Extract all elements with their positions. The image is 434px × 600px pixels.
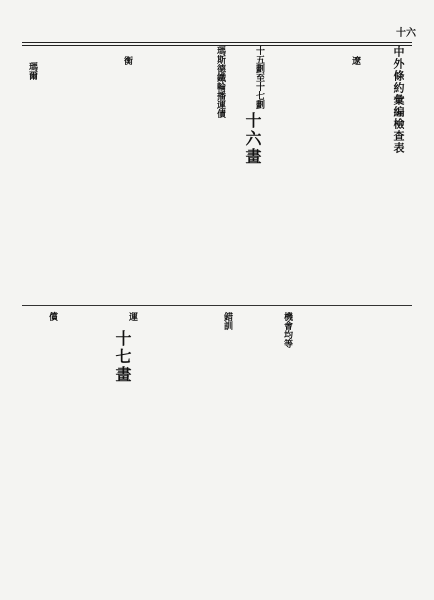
section-seventeen: 十七畫: [113, 330, 132, 384]
header-stroke-range: 十五劃至十七劃: [254, 46, 264, 109]
middle-rule: [22, 305, 412, 306]
page-title: 中外條約彙編檢查表: [392, 46, 405, 154]
heading-3: 機會均等: [282, 312, 292, 348]
section-sixteen: 十六畫: [243, 112, 262, 166]
heading-5: 運: [127, 312, 137, 321]
heading-2: 遼: [350, 56, 360, 65]
heading-6: 償: [47, 312, 57, 321]
heading-1: 衡: [122, 56, 132, 65]
heading-0: 瑪爾: [27, 62, 37, 80]
page-number: 十六: [396, 28, 416, 39]
heading-4: 錯訓: [222, 312, 232, 330]
header-index-terms: 瑪斯德鐵輪播運債: [215, 46, 225, 118]
